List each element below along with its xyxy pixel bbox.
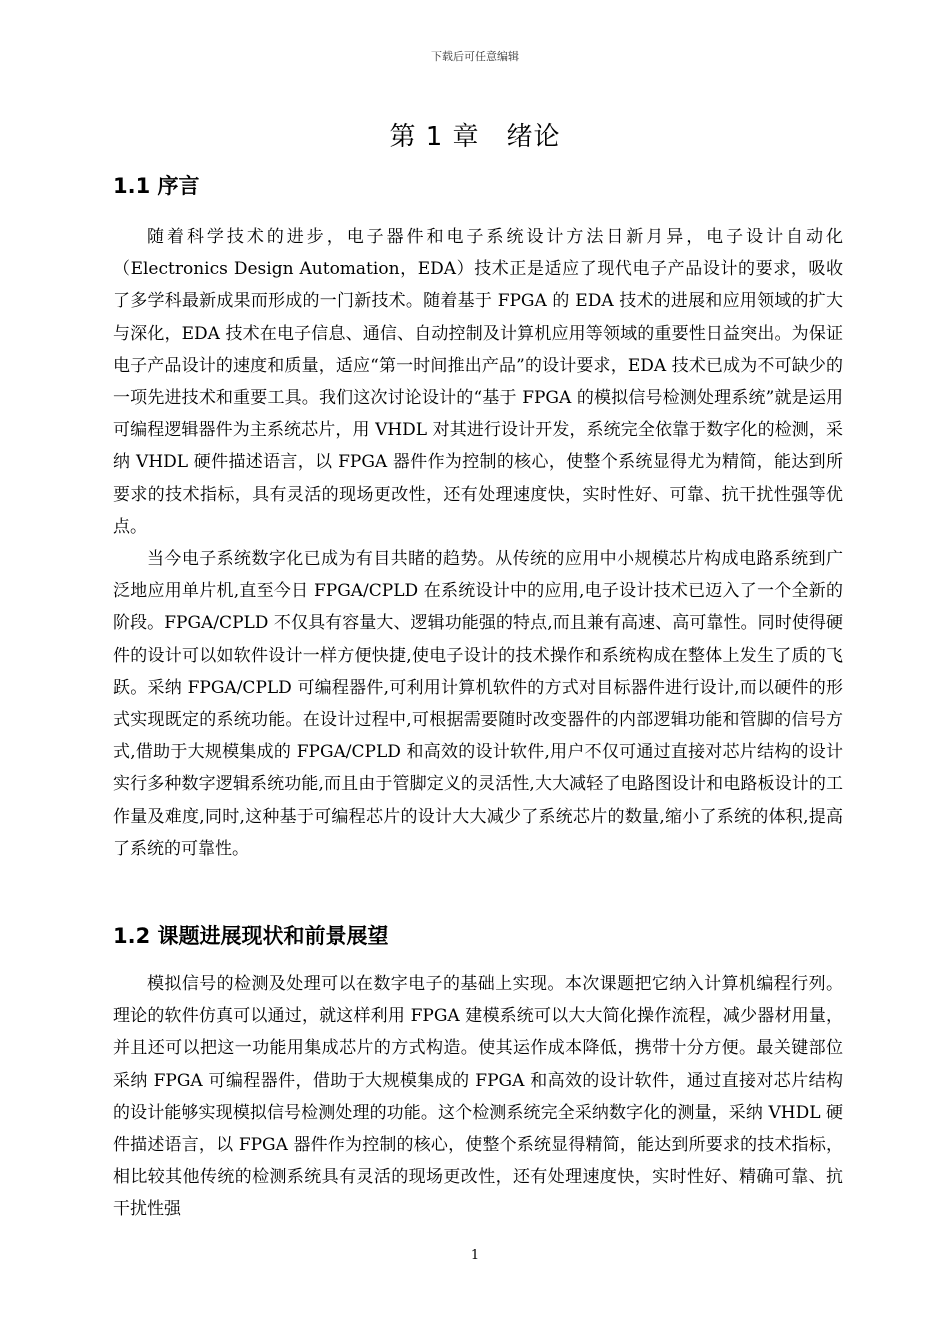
section-heading: 1.2 课题进展现状和前景展望 [113, 924, 389, 948]
paragraph: 模拟信号的检测及处理可以在数字电子的基础上实现。本次课题把它纳入计算机编程行列。理论的软件仿真可以通过，就这样利用 FPGA 建模系统可以大大简化操作流程，减少器材用量，并且还可以把这一功能用集成芯片的方式构造。使其运作成本降低，携带十分方便。最关键部位采纳 FPGA 可编程器件，借助于大规模集成的 FPGA 和高效的设计软件，通过直接对芯片结构的设计能够实现模拟信号检测处理的功能。这个检测系统完全采纳数字化的测量，采纳 VHDL 硬件描述语言，以 FPGA 器件作为控制的核心，使整个系统显得精简，能达到所要求的技术指标，相比较其他传统的检测系统具有灵活的现场更改性，还有处理速度快，实时性好、精确可靠、抗干扰性强 [113, 974, 843, 1220]
section-status-outlook [113, 920, 843, 1226]
paragraph: 当今电子系统数字化已成为有目共睹的趋势。从传统的应用中小规模芯片构成电路系统到广泛地应用单片机,直至今日 FPGA/CPLD 在系统设计中的应用,电子设计技术已迈入了一个全新的阶段。FPGA/CPLD 不仅具有容量大、逻辑功能强的特点,而且兼有高速、高可靠性。同时使得硬件的设计可以如软件设计一样方便快捷,使电子设计的技术操作和系统构成在整体上发生了质的飞跃。采纳 FPGA/CPLD 可编程器件,可利用计算机软件的方式对目标器件进行设计,而以硬件的形式实现既定的系统功能。在设计过程中,可根据需要随时改变器件的内部逻辑功能和管脚的信号方式,借助于大规模集成的 FPGA/CPLD 和高效的设计软件,用户不仅可通过直接对芯片结构的设计实行多种数字逻辑系统功能,而且由于管脚定义的灵活性,大大减轻了电路图设计和电路板设计的工作量及难度,同时,这种基于可编程芯片的设计大大减少了系统芯片的数量,缩小了系统的体积,提高了系统的可靠性。 [113, 549, 843, 859]
section-heading: 1.1 序言 [113, 174, 200, 198]
page-number: 1 [470, 1248, 480, 1263]
paragraph: 随着科学技术的进步，电子器件和电子系统设计方法日新月异，电子设计自动化（Electronics Design Automation，EDA）技术正是适应了现代电子产品设计的要求，吸收了多学科最新成果而形成的一门新技术。随着基于 FPGA 的 EDA 技术的进展和应用领域的扩大与深化，EDA 技术在电子信息、通信、自动控制及计算机应用等领域的重要性日益突出。为保证电子产品设计的速度和质量，适应“第一时间推出产品”的设计要求，EDA 技术已成为不可缺少的一项先进技术和重要工具。我们这次讨论设计的“基于 FPGA 的模拟信号检测处理系统”就是运用可编程逻辑器件为主系统芯片，用 VHDL 对其进行设计开发，系统完全依靠于数字化的检测，采纳 VHDL 硬件描述语言，以 FPGA 器件作为控制的核心，使整个系统显得尤为精简，能达到所要求的技术指标，具有灵活的现场更改性，还有处理速度快，实时性好、可靠、抗干扰性强等优点。 [113, 227, 843, 537]
chapter-title: 第 1 章 绪论 [389, 122, 561, 152]
section-preface [113, 170, 843, 865]
page-header-note: 下载后可任意编辑 [431, 50, 519, 63]
